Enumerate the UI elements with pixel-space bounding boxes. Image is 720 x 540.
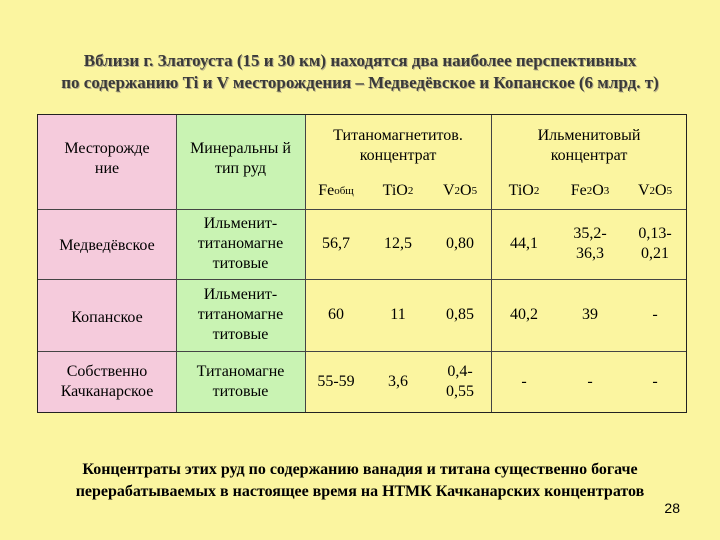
footer-line-1: Концентраты этих руд по содержанию ванадия и титана существенно богаче bbox=[82, 461, 638, 478]
slide-title bbox=[10, 50, 710, 94]
row1-v2o5-tm: 0,80 bbox=[446, 235, 474, 252]
row3-type: Титаномагне титовые bbox=[196, 362, 285, 400]
row-divider bbox=[38, 209, 686, 210]
row2-fe2o3: 39 bbox=[582, 306, 598, 323]
header-v2o5-il: V 2 O 5 bbox=[637, 182, 673, 199]
header-mineral-type: Минеральны й тип руд bbox=[190, 140, 291, 177]
header-deposit: Месторожде ние bbox=[64, 140, 150, 177]
row2-fe: 60 bbox=[328, 306, 344, 323]
row3-deposit: Собственно Качканарское bbox=[60, 362, 154, 400]
row2-tio2-tm: 11 bbox=[390, 306, 406, 323]
footer-line-2: перерабатываемых в настоящее время на НТМК Качканарских концентратов bbox=[75, 483, 645, 500]
row1-type: Ильменит-титаномагне титовые bbox=[197, 215, 284, 272]
title-line-2: по содержанию Ti и V месторождения – Медведёвское и Копанское (6 млрд. т) bbox=[61, 73, 659, 92]
col-divider bbox=[176, 115, 177, 412]
row3-v2o5-tm: 0,4-0,55 bbox=[446, 362, 474, 400]
header-tio2-tm: TiO 2 bbox=[382, 182, 414, 199]
header-tio2-il: TiO 2 bbox=[508, 182, 540, 199]
footer-note bbox=[10, 459, 710, 503]
row2-v2o5-il: - bbox=[652, 306, 658, 323]
header-tm-concentrate: Титаномагнетитов. концентрат bbox=[333, 127, 463, 164]
row1-tio2-il: 44,1 bbox=[510, 235, 538, 252]
row1-v2o5-il: 0,13-0,21 bbox=[638, 225, 672, 262]
row2-type: Ильменит-титаномагне титовые bbox=[197, 286, 284, 343]
row1-deposit: Медведёвское bbox=[59, 237, 155, 254]
col-divider bbox=[305, 115, 306, 412]
row-divider bbox=[38, 351, 686, 352]
row3-v2o5-il: - bbox=[652, 372, 658, 390]
row-divider bbox=[38, 279, 686, 280]
row3-tio2-il: - bbox=[521, 372, 527, 390]
header-fe2o3: Fe 2 O 3 bbox=[570, 182, 610, 199]
row2-tio2-il: 40,2 bbox=[510, 306, 538, 323]
row2-v2o5-tm: 0,85 bbox=[446, 306, 474, 323]
title-line-1: Вблизи г. Златоуста (15 и 30 км) находятся два наиболее перспективных bbox=[83, 51, 637, 70]
header-fe-total: Fe общ bbox=[318, 182, 354, 199]
row2-deposit: Копанское bbox=[71, 309, 143, 326]
row3-fe: 55-59 bbox=[317, 372, 355, 390]
row3-fe2o3: - bbox=[587, 372, 593, 390]
row1-fe2o3: 35,2-36,3 bbox=[573, 225, 607, 262]
page-number: 28 bbox=[664, 500, 680, 516]
header-il-concentrate: Ильменитовый концентрат bbox=[537, 127, 641, 164]
header-v2o5-tm: V 2 O 5 bbox=[442, 182, 478, 199]
col-divider bbox=[491, 115, 492, 412]
ore-table bbox=[37, 114, 687, 413]
row1-tio2-tm: 12,5 bbox=[384, 235, 412, 252]
row1-fe: 56,7 bbox=[322, 235, 350, 252]
row3-tio2-tm: 3,6 bbox=[388, 372, 408, 390]
